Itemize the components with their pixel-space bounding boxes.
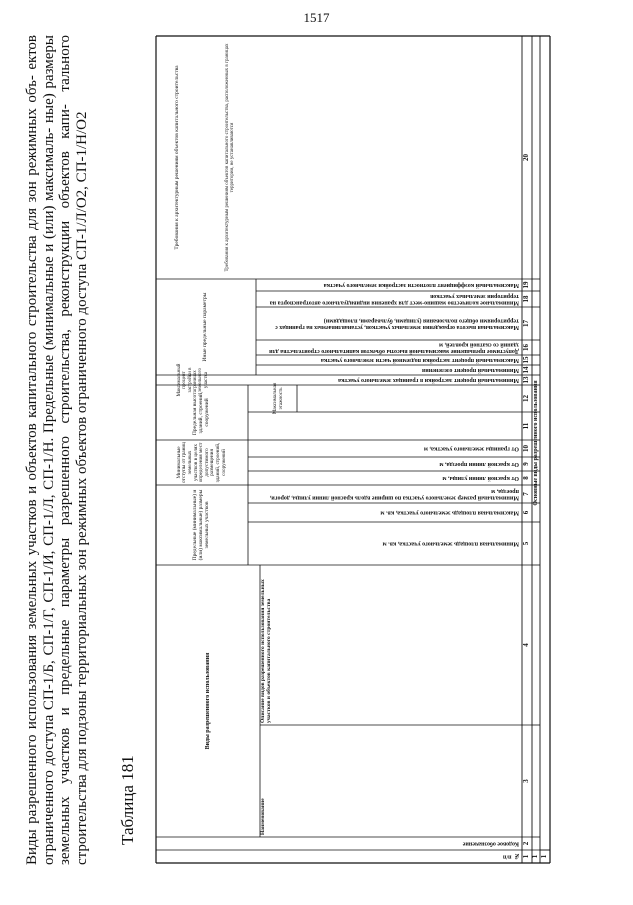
column-number-4-box [522, 565, 532, 725]
rotated-page-content [20, 15, 620, 885]
title-line-4: тального строительства для подзоны территориальных зон режимных объектов ограниченного доступа СП-1/Л/О2, [57, 35, 90, 865]
setback-street-header-box [248, 471, 522, 485]
other-param-header-13: Минимальный процент застройки в границах земельного участка [338, 377, 519, 384]
architecture-note: Требования к архитектурным решениям объектов капитального строительства, расположенных в границах территории, не устанавливаются [224, 43, 235, 272]
other-param-header-16: Допустимое превышение максимальной высоты объектов капитального строительства для зданий со скатной кровлей, м [269, 341, 519, 354]
column-number-1: 1 [522, 854, 531, 859]
column-number-16-box [522, 340, 532, 355]
setback-passage-header-box [248, 457, 522, 471]
column-number-9-box [522, 457, 532, 471]
section-row-number-box [532, 850, 540, 863]
other-param-header-18: Минимальное количество машино-мест для хранения индивидуального автотранспорта на территории земельных участков [269, 293, 519, 306]
other-param-header-19-box [256, 279, 522, 291]
other-param-header-14: Минимальный процент озеленения [422, 367, 519, 374]
column-number-14-box [522, 365, 532, 375]
column-number-6: 6 [522, 510, 531, 515]
title-line-1: Виды разрешенного использования земельных участков и объектов капитального строительства для зон режимных объ- [24, 75, 40, 865]
max-floors-header-box [260, 382, 297, 415]
column-number-19-box [522, 279, 532, 291]
max-area-header-box [248, 503, 522, 522]
column-number-15: 15 [522, 356, 531, 364]
column-number-2-box [522, 837, 532, 850]
table-caption: Таблица 181 [118, 755, 137, 845]
column-number-3: 3 [522, 779, 531, 783]
column-number-17-box [522, 307, 532, 340]
column-number-18: 18 [522, 295, 531, 303]
other-param-header-19: Максимальный коэффициент плотности застройки земельного участка [323, 282, 519, 289]
max-area-header: Максимальная площадь земельного участка, кв. м [380, 509, 519, 516]
other-param-header-15: Максимальный процент застройки подземной части земельного участка [320, 357, 519, 364]
title-line-2: ектов ограниченного доступа СП-1/Б, СП-1/Г, СП-1/И, СП-1/Л, СП-1/Н. Предельные (минимальные и (или) максималь- [24, 34, 57, 865]
column-number-20-box [522, 36, 532, 279]
column-number-16: 16 [522, 344, 531, 351]
name-header-box [260, 725, 522, 837]
column-number-4: 4 [522, 643, 531, 647]
setback-passage-header: От красной линии проезда, м [439, 461, 519, 468]
column-number-10: 10 [522, 445, 531, 452]
col-number-header: № п/п [502, 853, 519, 860]
column-number-13-box [522, 375, 532, 385]
col-number-header-box [156, 850, 522, 863]
column-number-2: 2 [522, 841, 531, 846]
other-param-header-18-box [256, 291, 522, 307]
sizes-group-header: Предельные (минимальные) и (или) максимальные) размеры земельных участков [192, 489, 210, 561]
other-param-header-17-box [256, 307, 522, 340]
other-param-header-17: Максимальная высота ограждения земельных участков, устанавливаемых на границах с территориями общего пользования (улицами, бульварами, площадями) [275, 317, 519, 330]
column-number-7-box [522, 485, 532, 503]
setback-group-header-box [156, 440, 248, 485]
column-number-5: 5 [522, 541, 531, 546]
types-group-header-box [156, 565, 260, 837]
title-line-3: ные) размеры земельных участков и предельные параметры разрешенного строительства, реконструкции объектов капи- [40, 34, 73, 865]
column-number-10-box [522, 440, 532, 457]
min-area-header-box [248, 522, 522, 565]
setback-boundary-header: От границы земельного участка, м [423, 445, 519, 452]
column-number-6-box [522, 503, 532, 522]
section-label-box [532, 36, 540, 850]
column-number-8: 8 [522, 476, 531, 480]
sizes-group-header-box [156, 485, 248, 565]
column-number-7: 7 [522, 492, 531, 496]
section-label: Основные виды разрешенного использования [532, 380, 539, 506]
row-1-number: 1 [540, 854, 549, 859]
column-number-12: 12 [522, 395, 531, 402]
regulation-table [20, 15, 620, 885]
min-area-header: Минимальная площадь земельного участка, кв. м [382, 540, 519, 547]
setback-group-header: Минимальные отступы от границ земельных участков в целях определения мест допустимого размещения зданий, строений, сооружений [175, 442, 227, 483]
column-number-15-box [522, 355, 532, 365]
column-number-20: 20 [522, 154, 531, 161]
max-floors-header: Максимальная этажность [273, 382, 284, 415]
column-number-5-box [522, 522, 532, 565]
coverage-header-box [156, 363, 230, 397]
other-param-header-16-box [256, 340, 522, 355]
description-header: Описание видов разрешенного использования земельных участков и объектов капитального строительства [260, 579, 272, 723]
architecture-header: Требования к архитектурным решениям объектов капитального строительства [174, 65, 181, 250]
min-width-header-box [248, 485, 522, 503]
column-number-14: 14 [522, 366, 531, 374]
setback-boundary-header-box [248, 440, 522, 457]
column-number-17: 17 [522, 320, 531, 327]
name-header: Наименование [260, 798, 266, 835]
architecture-note-box [200, 36, 260, 279]
column-number-11: 11 [522, 422, 531, 430]
column-number-8-box [522, 471, 532, 485]
column-number-19: 19 [522, 281, 531, 289]
column-number-12-box [522, 385, 532, 412]
section-row-number: 1 [531, 854, 540, 859]
column-number-13: 13 [522, 376, 531, 384]
column-number-3-box [522, 725, 532, 837]
column-number-9: 9 [522, 462, 531, 466]
architecture-header-box [156, 36, 200, 279]
title-line-5: СП-1/Н/О2 [73, 111, 90, 183]
other-params-header-box [156, 279, 256, 375]
description-header-box [260, 565, 522, 725]
setback-street-header: От красной линии улицы, м [442, 475, 519, 482]
column-number-18-box [522, 291, 532, 307]
other-param-header-14-box [256, 365, 522, 375]
coverage-header: Максимальный процент застройки в границах земельного участка [176, 363, 209, 397]
height-group-header: Предельная высота зданий, строений, сооружений [192, 389, 210, 436]
other-param-header-15-box [256, 355, 522, 365]
types-group-header: Виды разрешенного использования [204, 652, 211, 750]
page-number: 1517 [303, 10, 330, 25]
row-1-number-box [540, 850, 550, 863]
col-code-header: Кодовое обозначение [462, 840, 519, 847]
other-params-header: Иные предельные параметры [202, 292, 209, 362]
column-number-11-box [522, 412, 532, 440]
min-width-header: Минимальный размер земельного участка по ширине вдоль красной линии улицы, дороги, проезда, м [269, 488, 519, 501]
other-param-header-13-box [230, 375, 522, 385]
col-code-header-box [156, 837, 522, 850]
